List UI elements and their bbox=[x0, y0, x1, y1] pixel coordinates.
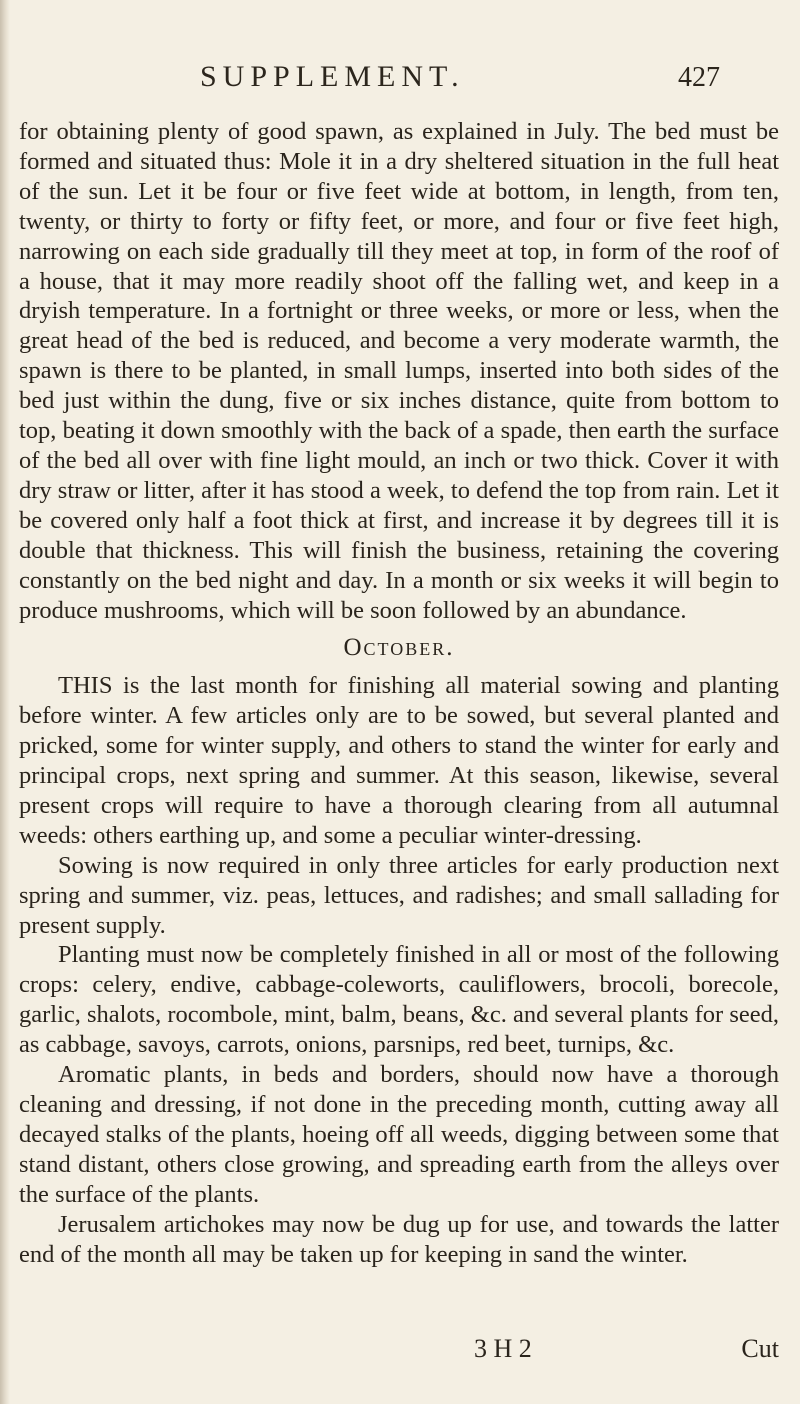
page-footer bbox=[19, 1334, 779, 1368]
page-gutter-shadow bbox=[0, 0, 10, 1404]
paragraph-planting: Planting must now be completely finished in all or most of the following crops: celery, endive, cabbage-coleworts, cauliflowers, brocoli, borecole, garlic, shalots, rocombole, mint, balm, beans, &c. and several plants for seed, as cabbage, savoys, carrots, onions, parsnips, red beet, turnips, &c. bbox=[19, 941, 779, 1059]
signature-mark: 3 H 2 bbox=[474, 1334, 532, 1363]
paragraph-sowing: Sowing is now required in only three articles for early production next spring and summer, viz. peas, lettuces, and radishes; and small sallading for present supply. bbox=[19, 851, 779, 939]
running-head: SUPPLEMENT. bbox=[200, 60, 465, 93]
catchword: Cut bbox=[741, 1334, 779, 1363]
section-heading-october: October. bbox=[343, 634, 455, 662]
body-text bbox=[19, 117, 779, 1269]
paragraph-mushroom-bed: for obtaining plenty of good spawn, as explained in July. The bed must be formed and situated thus: Mole it in a dry sheltered situation in the full heat of the sun. Let it be four or five feet wide at bottom, in length, from ten, twenty, or thirty to forty or fifty feet, or more, and four or five feet high, narrowing on each side gradually till they meet at top, in form of the roof of a house, that it may more readily shoot off the falling wet, and keep in a dryish temperature. In a fortnight or three weeks, or more or less, when the great head of the bed is reduced, and become a very moderate warmth, the spawn is there to be planted, in small lumps, inserted into both sides of the bed just within the dung, five or six inches distance, quite from bottom to top, beating it down smoothly with the back of a spade, then earth the surface of the bed all over with fine light mould, an inch or two thick. Cover it with dry straw or litter, after it has stood a week, to defend the top from rain. Let it be covered only half a foot thick at first, and increase it by degrees till it is double that thickness. This will finish the business, retaining the covering constantly on the bed night and day. In a month or six weeks it will begin to produce mushrooms, which will be soon followed by an abundance. bbox=[19, 118, 779, 624]
paragraph-aromatic-plants: Aromatic plants, in beds and borders, should now have a thorough cleaning and dressing, if not done in the preceding month, cutting away all decayed stalks of the plants, hoeing off all weeds, digging between some that stand distant, others close growing, and spreading earth from the alleys over the surface of the plants. bbox=[19, 1061, 779, 1208]
page-number: 427 bbox=[678, 62, 720, 93]
paragraph-jerusalem-artichokes: Jerusalem artichokes may now be dug up for use, and towards the latter end of the month all may be taken up for keeping in sand the winter. bbox=[19, 1210, 779, 1268]
page-header bbox=[200, 60, 720, 100]
paragraph-october-intro: THIS is the last month for finishing all material sowing and planting before winter. A few articles only are to be sowed, but several planted and pricked, some for winter supply, and others to stand the winter for early and principal crops, next spring and summer. At this season, likewise, several present crops will require to have a thorough clearing from all autumnal weeds: others earthing up, and some a peculiar winter-dressing. bbox=[19, 672, 779, 849]
